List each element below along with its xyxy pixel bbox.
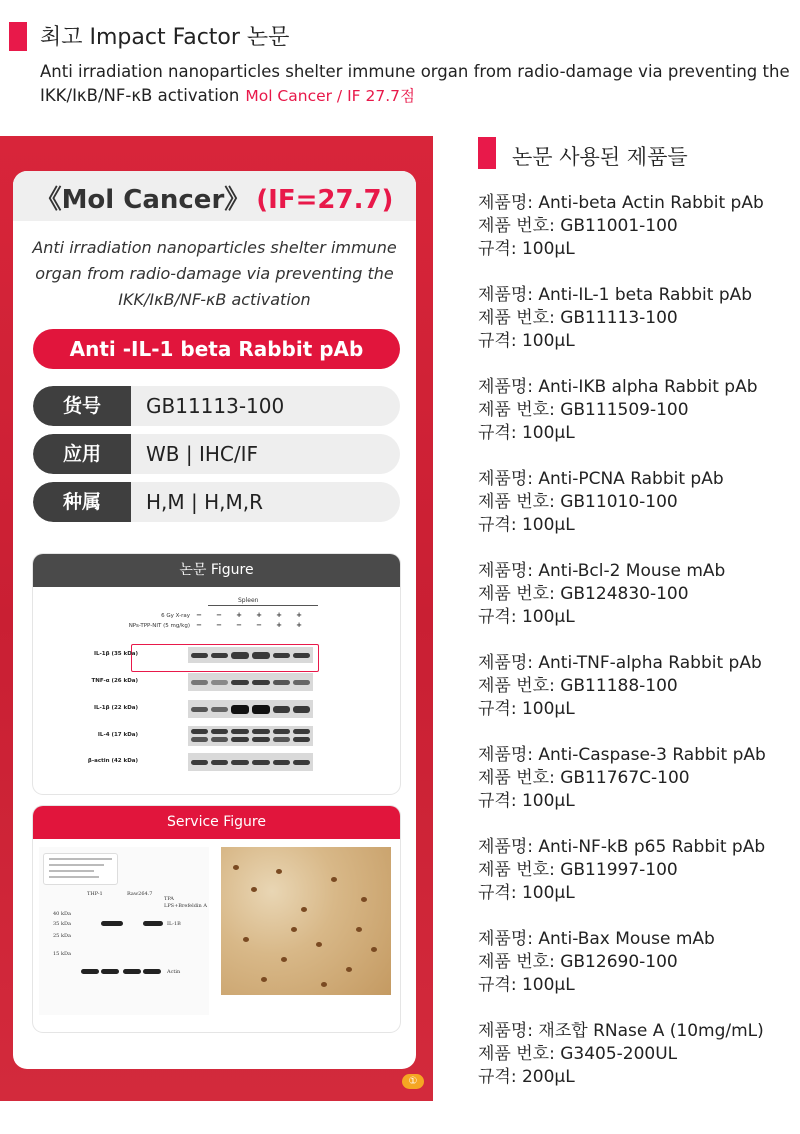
page-number-badge: ① — [402, 1074, 424, 1089]
wb-sign: + — [276, 611, 282, 619]
product-entry — [478, 192, 793, 261]
stained-cell — [361, 897, 367, 902]
product-code: 제품 번호: GB11001-100 — [478, 216, 678, 236]
poster-journal: 《Mol Cancer》 — [35, 185, 251, 215]
wb-band-strip — [188, 673, 313, 691]
product-code: 제품 번호: GB11188-100 — [478, 676, 678, 696]
wb-sign: − — [196, 611, 202, 619]
product-entry — [478, 468, 793, 537]
product-entry — [478, 560, 793, 629]
wb-condition: NPs-TPP-NIT (5 mg/kg) — [128, 623, 190, 629]
wb-band — [191, 653, 208, 658]
wb-band-strip — [188, 700, 313, 718]
stained-cell — [356, 927, 362, 932]
product-spec: 규격: 100μL — [478, 791, 575, 811]
service-band — [143, 969, 161, 974]
wb-band — [293, 729, 310, 734]
wb-band — [293, 706, 310, 713]
wb-band — [191, 729, 208, 734]
service-marker: 40 kDa — [53, 911, 71, 917]
paper-title: Anti irradiation nanoparticles shelter immune organ from radio-damage via preventing the IKK/IκB/NF-κB activation — [40, 62, 790, 105]
wb-band — [231, 729, 249, 734]
wb-band — [252, 705, 270, 714]
product-entry — [478, 1020, 793, 1089]
wb-band — [252, 652, 270, 659]
info-key: 货号 — [33, 386, 131, 426]
service-figure — [33, 839, 400, 1029]
stained-cell — [251, 887, 257, 892]
wb-band — [211, 680, 228, 685]
product-spec: 규격: 200μL — [478, 1067, 575, 1087]
stained-cell — [291, 927, 297, 932]
product-spec: 규격: 100μL — [478, 515, 575, 535]
wb-band-strip — [188, 647, 313, 663]
wb-band-label: β-actin (42 kDa) — [87, 758, 138, 764]
wb-band — [231, 760, 249, 765]
paper-title-block — [40, 60, 790, 108]
service-datasheet-thumbnail — [43, 853, 118, 885]
stained-cell — [281, 957, 287, 962]
product-spec: 규격: 100μL — [478, 975, 575, 995]
wb-band — [211, 729, 228, 734]
wb-band — [273, 680, 290, 685]
wb-band — [273, 729, 290, 734]
poster-product-pill: Anti -IL-1 beta Rabbit pAb — [33, 329, 400, 369]
product-name: 제품명: Anti-Bcl-2 Mouse mAb — [478, 561, 726, 581]
wb-sign: − — [216, 621, 222, 629]
product-name: 제품명: Anti-TNF-alpha Rabbit pAb — [478, 653, 762, 673]
stained-cell — [233, 865, 239, 870]
wb-band — [211, 737, 228, 742]
title-accent-bar — [9, 22, 27, 51]
wb-band-strip — [188, 753, 313, 771]
service-band-label: IL-1B — [167, 921, 181, 927]
service-band — [101, 921, 123, 926]
stained-cell — [316, 942, 322, 947]
page-title: 최고 Impact Factor 논문 — [40, 25, 290, 50]
product-name: 제품명: Anti-beta Actin Rabbit pAb — [478, 193, 764, 213]
service-band-label: Actin — [167, 969, 181, 975]
product-entry — [478, 744, 793, 813]
wb-sign: − — [256, 621, 262, 629]
product-name: 제품명: Anti-Caspase-3 Rabbit pAb — [478, 745, 766, 765]
product-code: 제품 번호: GB11113-100 — [478, 308, 678, 328]
wb-band — [252, 737, 270, 742]
wb-sign: + — [256, 611, 262, 619]
product-name: 제품명: Anti-IL-1 beta Rabbit pAb — [478, 285, 753, 305]
info-key: 种属 — [33, 482, 131, 522]
product-code: 제품 번호: GB12690-100 — [478, 952, 678, 972]
product-code: 제품 번호: GB124830-100 — [478, 584, 689, 604]
wb-sign: − — [216, 611, 222, 619]
wb-sign: + — [296, 611, 302, 619]
info-key: 应用 — [33, 434, 131, 474]
wb-band — [191, 760, 208, 765]
service-cell-label: THP-1 — [87, 891, 103, 897]
products-accent-bar — [478, 137, 496, 169]
wb-band-label: IL-1β (22 kDa) — [93, 705, 138, 711]
stained-cell — [346, 967, 352, 972]
wb-sign: + — [276, 621, 282, 629]
product-entry — [478, 284, 793, 353]
stained-cell — [331, 877, 337, 882]
product-spec: 규격: 100μL — [478, 883, 575, 903]
product-name: 제품명: Anti-NF-kB p65 Rabbit pAb — [478, 837, 766, 857]
service-western-blot — [39, 847, 209, 1015]
wb-band-label: IL-1β (35 kDa) — [93, 651, 138, 657]
wb-band — [293, 760, 310, 765]
stained-cell — [371, 947, 377, 952]
service-marker: 35 kDa — [53, 921, 71, 927]
paper-figure-panel — [33, 554, 400, 794]
wb-band — [191, 737, 208, 742]
stained-cell — [321, 982, 327, 987]
wb-band — [293, 653, 310, 658]
wb-band — [191, 707, 208, 712]
wb-divider — [208, 605, 318, 606]
wb-band — [273, 737, 290, 742]
stained-cell — [261, 977, 267, 982]
product-spec: 규격: 100μL — [478, 239, 575, 259]
product-spec: 규격: 100μL — [478, 699, 575, 719]
product-spec: 규격: 100μL — [478, 331, 575, 351]
poster-impact: (IF=27.7) — [256, 185, 394, 215]
wb-sign: − — [196, 621, 202, 629]
wb-band — [211, 707, 228, 712]
product-spec: 규격: 100μL — [478, 607, 575, 627]
wb-tissue-label: Spleen — [238, 597, 259, 604]
wb-band — [273, 706, 290, 713]
wb-band-label: TNF-α (26 kDa) — [91, 678, 138, 684]
wb-band — [293, 737, 310, 742]
service-band — [101, 969, 119, 974]
service-ihc-micrograph — [221, 847, 391, 995]
product-spec: 규격: 100μL — [478, 423, 575, 443]
wb-band — [252, 729, 270, 734]
poster-info-row — [33, 386, 400, 426]
wb-sign: + — [236, 611, 242, 619]
stained-cell — [276, 869, 282, 874]
product-entry — [478, 928, 793, 997]
poster-info-row — [33, 482, 400, 522]
product-name: 제품명: Anti-Bax Mouse mAb — [478, 929, 715, 949]
product-code: 제품 번호: GB11997-100 — [478, 860, 678, 880]
wb-band — [293, 680, 310, 685]
poster-journal-title — [13, 179, 416, 216]
poster-info-row — [33, 434, 400, 474]
poster-subtitle: Anti irradiation nanoparticles shelter immune organ from radio-damage via preventing the IKK/IκB/NF-κB activation — [32, 238, 397, 309]
product-name: 제품명: Anti-IKB alpha Rabbit pAb — [478, 377, 758, 397]
wb-band-strip — [188, 726, 313, 746]
product-code: 제품 번호: GB111509-100 — [478, 400, 689, 420]
product-entry — [478, 836, 793, 905]
service-band — [81, 969, 99, 974]
product-name: 제품명: Anti-PCNA Rabbit pAb — [478, 469, 724, 489]
poster-card — [13, 171, 416, 1069]
wb-band — [211, 653, 228, 658]
wb-sign: − — [236, 621, 242, 629]
service-treatment-label: TPA — [164, 896, 174, 902]
wb-condition: 6 Gy X-ray — [161, 613, 190, 619]
service-marker: 25 kDa — [53, 933, 71, 939]
wb-band — [231, 705, 249, 714]
product-name: 제품명: 재조합 RNase A (10mg/mL) — [478, 1021, 764, 1041]
info-value: WB | IHC/IF — [146, 442, 258, 466]
service-band — [143, 921, 163, 926]
paper-figure-tab: 논문 Figure — [33, 554, 400, 587]
product-entry — [478, 652, 793, 721]
poster-image — [0, 136, 433, 1101]
service-marker: 15 kDa — [53, 951, 71, 957]
products-section-title: 논문 사용된 제품들 — [512, 145, 688, 169]
wb-band — [191, 680, 208, 685]
wb-band — [211, 760, 228, 765]
stained-cell — [301, 907, 307, 912]
service-treatment-label: LPS+Brefeldin A — [164, 903, 207, 909]
info-value: H,M | H,M,R — [146, 490, 264, 514]
wb-sign: + — [296, 621, 302, 629]
product-code: 제품 번호: GB11010-100 — [478, 492, 678, 512]
service-cell-label: Raw264.7 — [127, 891, 153, 897]
service-figure-panel — [33, 806, 400, 1032]
wb-band — [252, 760, 270, 765]
wb-band-label: IL-4 (17 kDa) — [97, 732, 138, 738]
product-code: 제품 번호: G3405-200UL — [478, 1044, 678, 1064]
info-value: GB11113-100 — [146, 394, 285, 418]
wb-band — [231, 737, 249, 742]
product-code: 제품 번호: GB11767C-100 — [478, 768, 690, 788]
wb-band — [252, 680, 270, 685]
wb-band — [231, 652, 249, 659]
western-blot-figure — [33, 587, 400, 777]
wb-band — [273, 760, 290, 765]
service-band — [123, 969, 141, 974]
journal-note: Mol Cancer / IF 27.7점 — [245, 87, 415, 105]
wb-band — [273, 653, 290, 658]
stained-cell — [243, 937, 249, 942]
service-figure-tab: Service Figure — [33, 806, 400, 839]
wb-band — [231, 680, 249, 685]
product-entry — [478, 376, 793, 445]
poster-card-header — [13, 171, 416, 221]
